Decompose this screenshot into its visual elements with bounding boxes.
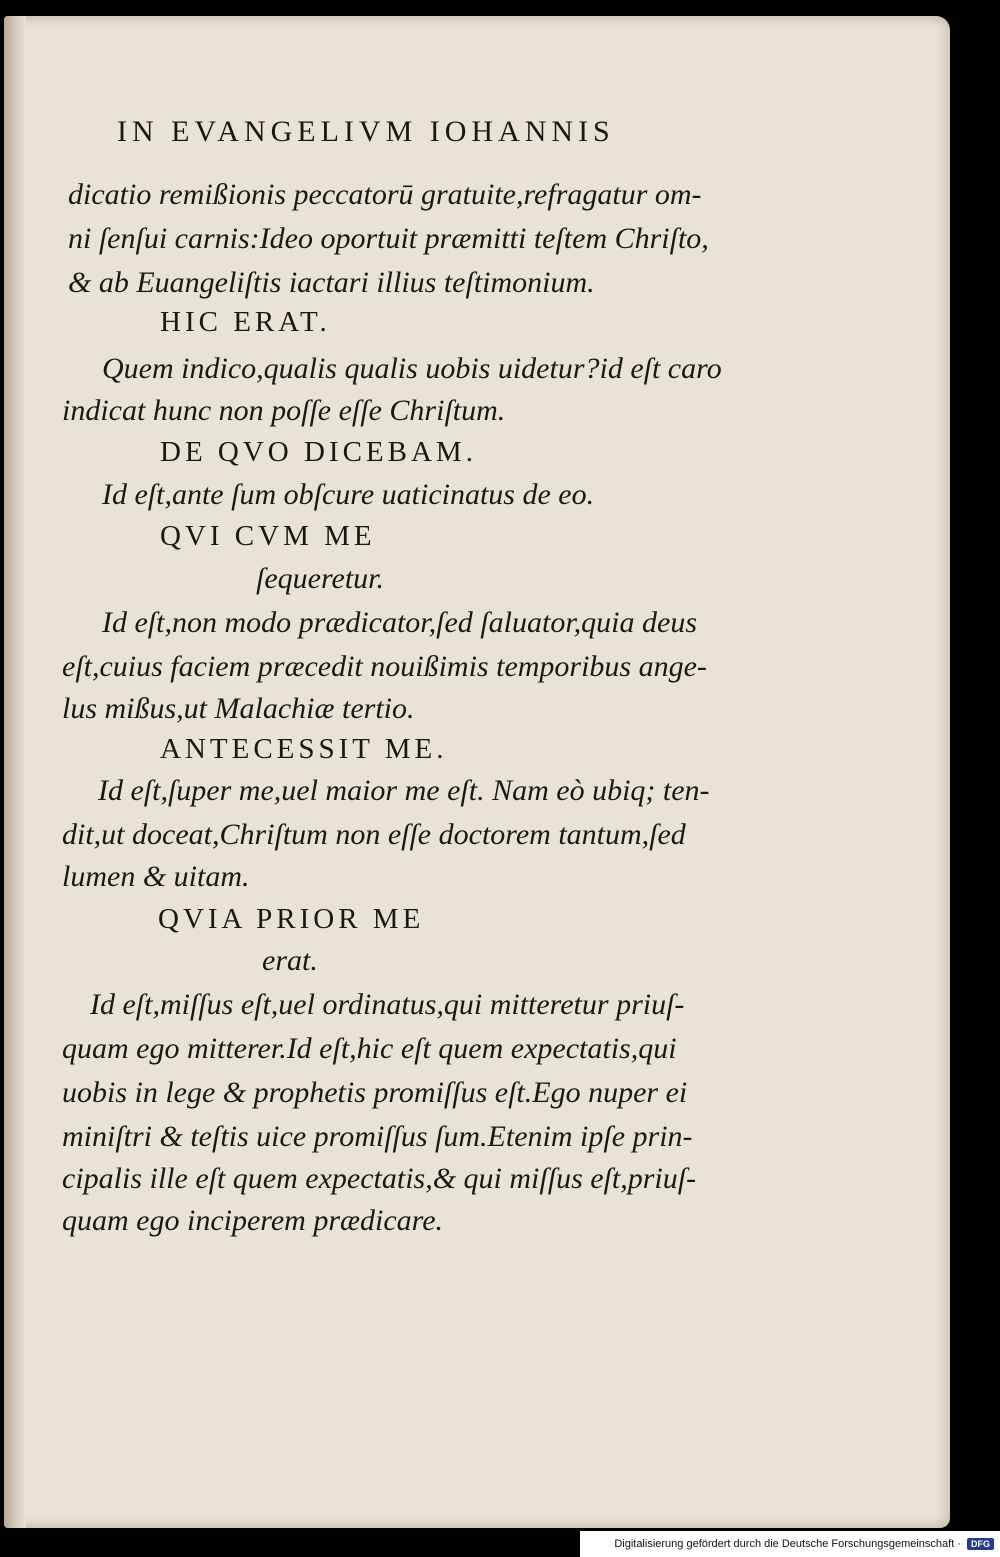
text-line: miniſtri & teſtis uice promiſſus ſum.Etenim ipſe prin- (62, 1120, 693, 1153)
text-line: indicat hunc non poſſe eſſe Chriſtum. (62, 394, 506, 427)
running-head: IN EVANGELIVM IOHANNIS (117, 115, 615, 148)
text-line: quam ego mitterer.Id eſt,hic eſt quem expectatis,qui (62, 1032, 677, 1065)
text-line: dit,ut doceat,Chriſtum non eſſe doctorem tantum,ſed (62, 818, 686, 851)
dfg-logo: DFG (967, 1538, 994, 1550)
text-line: lumen & uitam. (62, 860, 250, 893)
page-spine-shadow (4, 16, 26, 1528)
text-line: Id eſt,ante ſum obſcure uaticinatus de eo. (102, 478, 595, 511)
text-line: & ab Euangeliſtis iactari illius teſtimonium. (68, 266, 595, 299)
lemma-heading: QVI CVM ME (160, 520, 376, 552)
text-line: quam ego inciperem prædicare. (62, 1204, 444, 1237)
text-line: dicatio remißionis peccatorū gratuite,refragatur om- (68, 178, 702, 211)
text-line: Id eſt,non modo prædicator,ſed ſaluator,quia deus (102, 606, 697, 639)
lemma-heading: QVIA PRIOR ME (158, 903, 425, 935)
lemma-heading-continuation: ſequeretur. (256, 562, 385, 595)
text-line: uobis in lege & prophetis promiſſus eſt.Ego nuper ei (62, 1076, 688, 1109)
lemma-heading-continuation: erat. (262, 944, 318, 977)
text-line: Id eſt,miſſus eſt,uel ordinatus,qui mitteretur priuſ- (90, 988, 685, 1021)
lemma-heading: ANTECESSIT ME. (160, 733, 448, 765)
text-line: cipalis ille eſt quem expectatis,& qui miſſus eſt,priuſ- (62, 1162, 697, 1195)
text-line: Id eſt,ſuper me,uel maior me eſt. Nam eò ubiq; ten- (98, 774, 710, 807)
text-line: Quem indico,qualis qualis uobis uidetur?id eſt caro (102, 352, 722, 385)
text-line: eſt,cuius faciem præcedit nouißimis temporibus ange- (62, 650, 707, 683)
text-line: ni ſenſui carnis:Ideo oportuit præmitti teſtem Chriſto, (68, 222, 709, 255)
lemma-heading: HIC ERAT. (160, 306, 331, 338)
text-line: lus mißus,ut Malachiæ tertio. (62, 692, 415, 725)
lemma-heading: DE QVO DICEBAM. (160, 436, 477, 468)
digitization-footer (580, 1531, 1000, 1557)
footer-credit: Digitalisierung gefördert durch die Deutsche Forschungsgemeinschaft · (614, 1538, 961, 1550)
